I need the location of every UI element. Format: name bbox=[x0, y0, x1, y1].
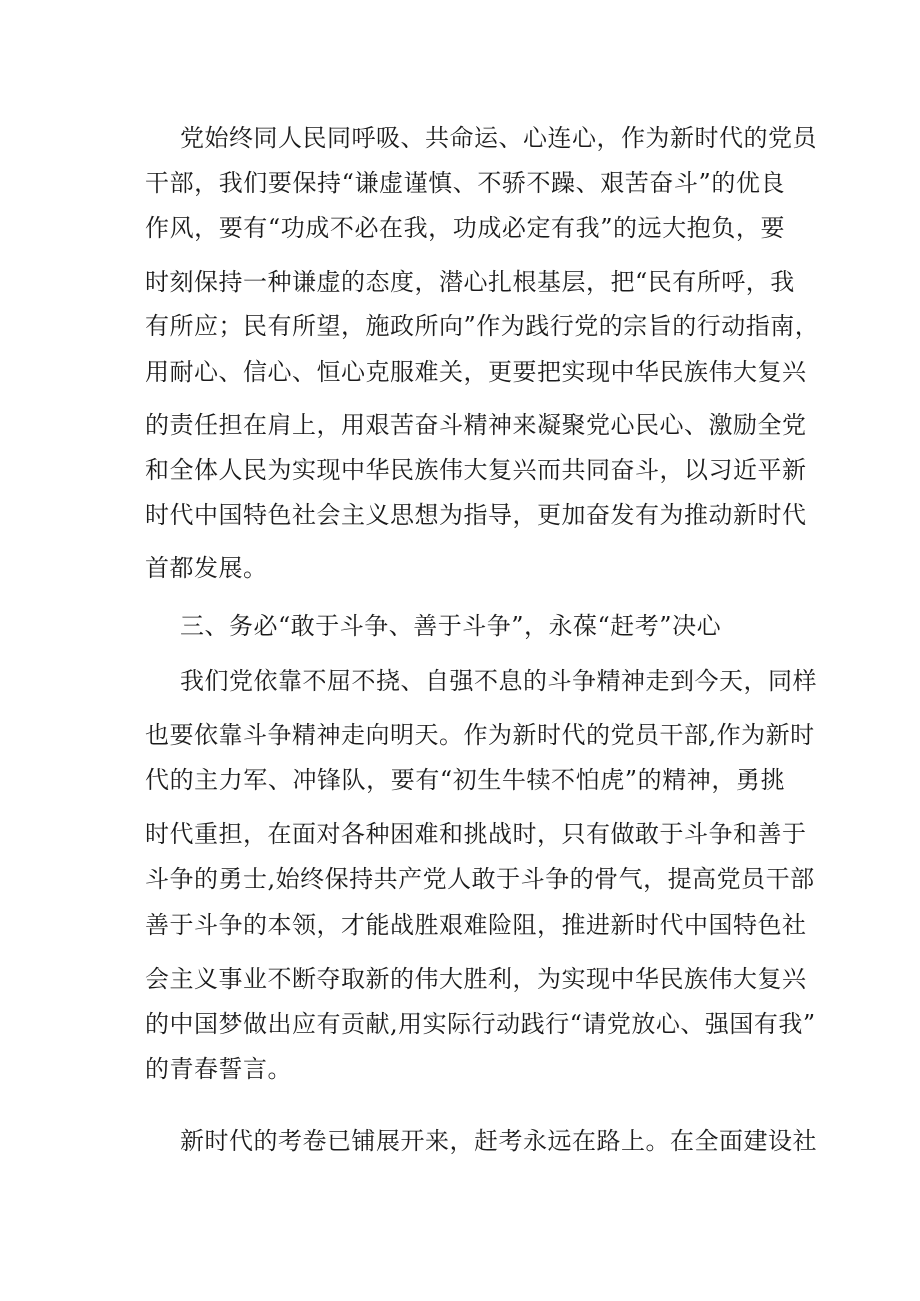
paragraph-2-line-4: 时代重担，在面对各种困难和挑战时，只有做敢于斗争和善于 bbox=[145, 820, 807, 848]
paragraph-1-line-8: 和全体人民为实现中华民族伟大复兴而共同奋斗，以习近平新 bbox=[145, 456, 807, 484]
paragraph-1-line-5: 有所应；民有所望，施政所向”作为践行党的宗旨的行动指南， bbox=[145, 312, 820, 340]
paragraph-2-line-1: 我们党依靠不屈不挠、自强不息的斗争精神走到今天，同样 bbox=[180, 667, 817, 695]
paragraph-1-line-10: 首都发展。 bbox=[145, 554, 268, 582]
paragraph-2-line-2: 也要依靠斗争精神走向明天。作为新时代的党员干部,作为新时 bbox=[145, 721, 815, 749]
paragraph-3-line-1: 新时代的考卷已铺展开来，赶考永远在路上。在全面建设社 bbox=[180, 1127, 817, 1155]
paragraph-1-line-4: 时刻保持一种谦虚的态度，潜心扎根基层，把“民有所呼，我 bbox=[145, 268, 795, 296]
paragraph-1-line-1: 党始终同人民同呼吸、共命运、心连心，作为新时代的党员 bbox=[180, 124, 817, 152]
paragraph-2-line-3: 代的主力军、冲锋队，要有“初生牛犊不怕虎”的精神，勇挑 bbox=[145, 766, 785, 794]
paragraph-1-line-2: 干部，我们要保持“谦虚谨慎、不骄不躁、艰苦奋斗”的优良 bbox=[145, 169, 785, 197]
paragraph-1-line-9: 时代中国特色社会主义思想为指导，更加奋发有为推动新时代 bbox=[145, 501, 807, 529]
paragraph-2-line-5: 斗争的勇士,始终保持共产党人敢于斗争的骨气，提高党员干部 bbox=[145, 865, 815, 893]
paragraph-2-line-7: 会主义事业不断夺取新的伟大胜利，为实现中华民族伟大复兴 bbox=[145, 965, 807, 993]
paragraph-2-line-6: 善于斗争的本领，才能战胜艰难险阻，推进新时代中国特色社 bbox=[145, 911, 807, 939]
paragraph-2-line-8: 的中国梦做出应有贡献,用实际行动践行“请党放心、强国有我” bbox=[145, 1010, 816, 1038]
section-heading: 三、务必“敢于斗争、善于斗争”，永葆“赶考”决心 bbox=[180, 612, 722, 640]
paragraph-1-line-7: 的责任担在肩上，用艰苦奋斗精神来凝聚党心民心、激励全党 bbox=[145, 411, 807, 439]
paragraph-1-line-3: 作风，要有“功成不必在我，功成必定有我”的远大抱负，要 bbox=[145, 214, 785, 242]
paragraph-2-line-9: 的青春誓言。 bbox=[145, 1055, 292, 1083]
paragraph-1-line-6: 用耐心、信心、恒心克服难关，更要把实现中华民族伟大复兴 bbox=[145, 358, 807, 386]
